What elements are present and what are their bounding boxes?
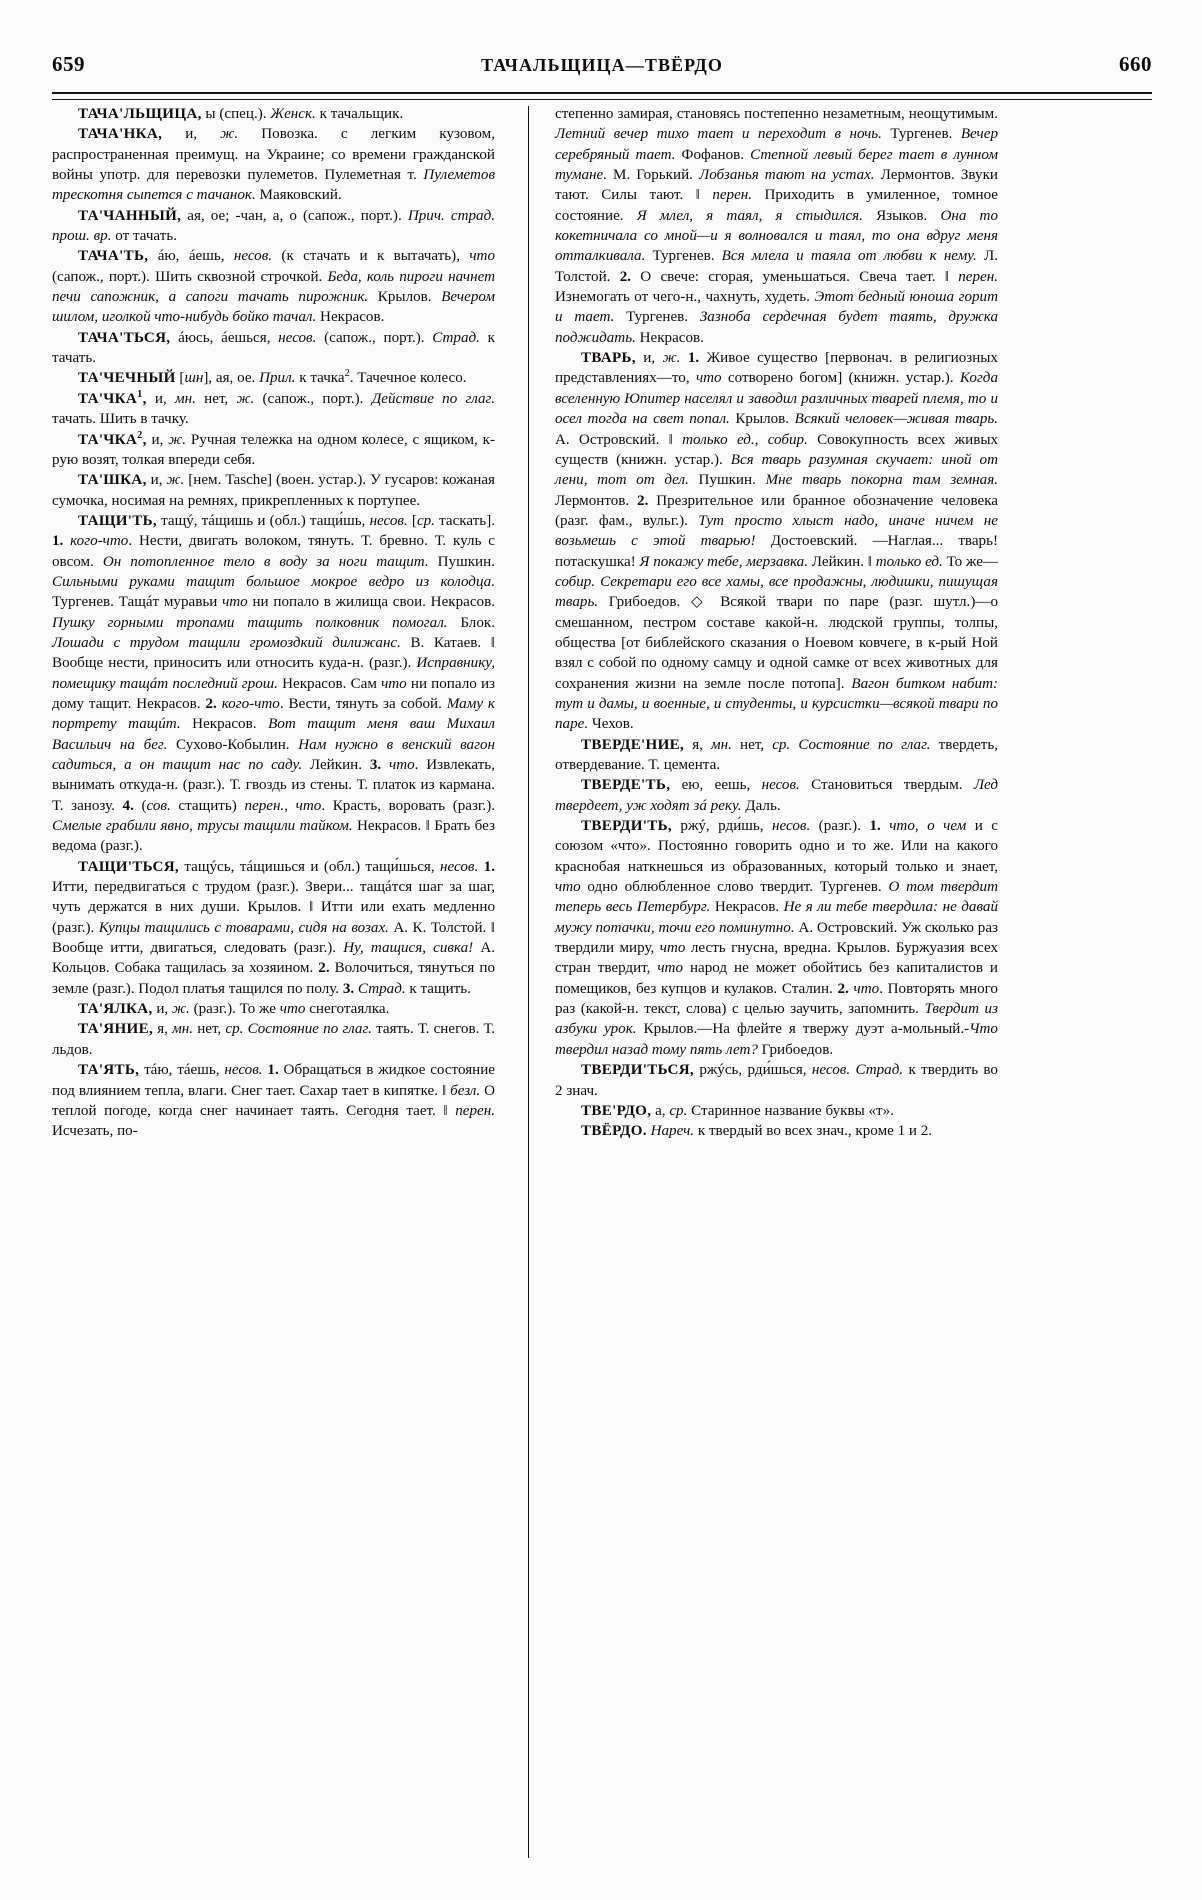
entry-definition: я, мн. нет, ср. Состояние по глаг. таять. Т. снегов. Т. льдов. <box>52 1021 495 1058</box>
dictionary-entry <box>52 1019 495 1060</box>
column-container <box>52 104 1154 1864</box>
entry-headword: ТА'ЧАННЫЙ, <box>78 207 182 224</box>
right-column <box>555 104 998 1864</box>
dictionary-entry <box>52 124 495 205</box>
dictionary-entry <box>555 104 998 348</box>
entry-definition: ы (спец.). Женск. к тачальщик. <box>201 106 404 122</box>
dictionary-entry <box>555 348 998 735</box>
dictionary-entry <box>52 206 495 247</box>
entry-headword: ТВЕРДЕ'ТЬ, <box>581 777 671 794</box>
page-number-left: 659 <box>52 52 85 76</box>
entry-headword: ТА'ЧКА$^1$, <box>78 388 147 407</box>
entry-definition: ржýсь, рди́шься, несов. Страд. к твердить во 2 знач. <box>555 1062 998 1099</box>
entry-headword: ТА'ЯНИЕ, <box>78 1021 154 1038</box>
entry-definition: тащýсь, тáщишься и (обл.) тащи́шься, несов. 1. Итти, передвигаться с трудом (разг.). Звери... тащáтся шаг за шаг, чуть держатся в них души. Крылов. ‖ Итти или ехать медленно (разг.). Купцы тащились с товарами, сидя на возах. А. К. Толстой. ‖ Вообще итти, двигаться, следовать (разг.). Ну, тащися, сивка! А. Кольцов. Собака тащилась за хозяином. 2. Волочиться, тянуться по земле (разг.). Подол платья тащился по полу. 3. Страд. к тащить. <box>52 858 495 997</box>
entry-definition: и, ж. 1. Живое существо [первонач. в религиозных представлениях—то, что сотворено богом] (книжн. устар.). Когда вселенную Юпитер населял и заводил различных тварей племя, то и осел тогда на свет попал. Крылов. Всякий человек—живая тварь. А. Островский. ‖ только ед., собир. Совокупность всех живых существ (книжн. устар.). Вся тварь разумная скучает: иной от лени, тот от дел. Пушкин. Мне тварь покорна там земная. Лермонтов. 2. Презрительное или бранное обозначение человека (разг. фам., вульг.). Тут просто хлыст надо, иначе ничем не возьмешь с этой тварью! Достоевский. —Наглая... тварь! потаскушка! Я покажу тебе, мерзавка. Лейкин. ‖ только ед. То же—собир. Секретари его все хамы, все продажны, людишки, пишущая тварь. Грибоедов. ◇ Всякой твари по паре (разг. шутл.)—о смешанном, пестром составе какой-н. людской группы, толпы, общества [от библейского сказания о Ноевом ковчеге, в к-рый Ной взял с собой по одному самцу и одной самке от всех животных для сохранения жизни на земле после потопа]. Вагон битком набит: тут и дамы, и военные, и студенты, и курсистки—всякой твари по паре. Чехов. <box>555 350 999 733</box>
dictionary-entry <box>52 328 495 369</box>
dictionary-entry <box>52 511 495 857</box>
entry-headword: ТАЩИ'ТЬСЯ, <box>78 858 179 875</box>
entry-headword: ТВЁРДО. <box>581 1123 647 1140</box>
dictionary-entry <box>52 104 495 124</box>
running-head <box>52 52 1152 86</box>
running-head-title: ТАЧАЛЬЩИЦА—ТВЁРДО <box>481 55 723 75</box>
dictionary-entry <box>52 246 495 327</box>
dictionary-entry <box>555 1101 998 1121</box>
entry-headword: ТВЕ'РДО, <box>581 1102 652 1119</box>
dictionary-entry <box>52 368 495 388</box>
entry-definition: и, ж. [нем. Tasche] (воен. устар.). У гусаров: кожаная сумочка, носимая на ремнях, прикрепленных к портупее. <box>52 472 495 509</box>
dictionary-entry <box>52 470 495 511</box>
entry-definition: [шн], ая, ое. Прил. к тачка$^2$. Тачечное колесо. <box>175 368 467 387</box>
entry-definition: тащý, тáщишь и (обл.) тащи́шь, несов. [ср. таскать]. 1. кого-что. Нести, двигать волоком, тянуть. Т. бревно. Т. куль с овсом. Он потопленное тело в воду за ноги тащит. Пушкин. Сильными руками тащит большое мокрое ведро из колодца. Тургенев. Тащáт муравьи что ни попало в жилища свои. Некрасов. Пушку горными тропами тащить полковник помогал. Блок. Лошади с трудом тащили громоздкий дилижанс. В. Катаев. ‖ Вообще нести, приносить или относить куда-н. (разг.). Исправнику, помещику тащáт последний грош. Некрасов. Сам что ни попало из дому тащит. Некрасов. 2. кого-что. Вести, тянуть за собой. Маму к портрету тащúт. Некрасов. Вот тащит меня ваш Михаил Васильич на бег. Сухово-Кобылин. Нам нужно в венский вагон садиться, а он тащит нас по саду. Лейкин. 3. что. Извлекать, вынимать откуда-н. (разг.). Т. гвоздь из стены. Т. платок из кармана. Т. занозу. 4. (сов. стащить) перен., что. Красть, воровать (разг.). Смелые грабили явно, трусы тащили тайком. Некрасов. ‖ Брать без ведома (разг.). <box>52 512 496 855</box>
entry-headword: ТА'ЯТЬ, <box>78 1062 140 1079</box>
dictionary-entry <box>52 1060 495 1141</box>
entry-definition: ая, ое; -чан, а, о (сапож., порт.). Прич. страд. прош. вр. от тачать. <box>52 207 495 245</box>
left-column <box>52 104 503 1864</box>
dictionary-entry <box>555 1121 998 1141</box>
page-number-right: 660 <box>1119 52 1152 76</box>
dictionary-entry <box>52 999 495 1019</box>
entry-definition: степенно замирая, становясь постепенно незаметным, неощутимым. Летний вечер тихо тает и переходит в ночь. Тургенев. Вечер серебряный тает. Фофанов. Степной левый берег тает в лунном тумане. М. Горький. Лобзанья тают на устах. Лермонтов. Звуки тают. Силы тают. ‖ перен. Приходить в умиленное, томное состояние. Я млел, я таял, я стыдился. Языков. Она то кокетничала со мной—и я волновался и таял, то она вдруг меня отталкивала. Тургенев. Вся млела и таяла от любви к нему. Л. Толстой. 2. О свече: сгорая, уменьшаться. Свеча тает. ‖ перен. Изнемогать от чего-н., чахнуть, худеть. Этот бедный юноша горит и тает. Тургенев. Зазноба сердечная будет таять, дружка поджидать. Некрасов. <box>555 106 999 346</box>
entry-headword: ТВАРЬ, <box>581 350 636 367</box>
dictionary-entry <box>555 775 998 816</box>
entry-headword: ТА'ЯЛКА, <box>78 1001 153 1018</box>
entry-definition: и, ж. Ручная тележка на одном колесе, с ящиком, к-рую возят, толкая впереди себя. <box>52 431 495 468</box>
entry-headword: ТА'ШКА, <box>78 472 147 489</box>
entry-headword: ТВЕРДЕ'НИЕ, <box>581 736 685 753</box>
entry-headword: ТВЕРДИ'ТЬ, <box>581 818 672 835</box>
entry-headword: ТАЧА'ЛЬЩИЦА, <box>78 106 202 122</box>
entry-headword: ТВЕРДИ'ТЬСЯ, <box>581 1062 694 1079</box>
entry-definition: а, ср. Старинное название буквы «т». <box>651 1102 894 1119</box>
entry-definition: и, мн. нет, ж. (сапож., порт.). Действие по глаг. тачать. Шить в тачку. <box>52 390 495 428</box>
dictionary-entry <box>52 430 495 471</box>
entry-definition: и, ж. (разг.). То же что снеготаялка. <box>152 1001 390 1018</box>
header-rule <box>52 92 1152 100</box>
entry-definition: Нареч. к твердый во всех знач., кроме 1 и 2. <box>650 1123 933 1140</box>
entry-definition: ржý, рди́шь, несов. (разг.). 1. что, о чем и с союзом «что». Постоянно говорить одно и то же. Или на какого краснобая наткнешься из образованных, который только и знает, что одно облюбленное слово твердит. Тургенев. О том твердит теперь весь Петербург. Некрасов. Не я ли тебе твердила: не давай мужу потачки, точи его поминутно. А. Островский. Уж сколько раз твердили миру, что лесть гнусна, вредна. Крылов. Буржуазия всех стран твердит, что народ не может обойтись без капиталистов и помещиков, без купцов и кулаков. Сталин. 2. что. Повторять много раз (какой-н. текст, слова) с целью заучить, запомнить. Твердит из азбуки урок. Крылов.—На флейте я твержу дуэт а-мольный.-Что твердил назад тому пять лет? Грибоедов. <box>555 818 998 1058</box>
entry-headword: ТАЧА'НКА, <box>78 126 163 143</box>
entry-definition: тáю, тáешь, несов. 1. Обращаться в жидкое состояние под влиянием тепла, влаги. Снег тает. Сахар тает в кипятке. ‖ безл. О теплой погоде, когда снег начинает таять. Сегодня тает. ‖ перен. Исчезать, по- <box>52 1062 496 1140</box>
dictionary-entry <box>555 1060 998 1101</box>
dictionary-entry <box>555 735 998 776</box>
entry-headword: ТАЩИ'ТЬ, <box>78 512 157 529</box>
entry-definition: ею, еешь, несов. Становиться твердым. Лед твердеет, уж ходят зá реку. Даль. <box>555 777 999 814</box>
entry-definition: я, мн. нет, ср. Состояние по глаг. твердеть, отвердевание. Т. цемента. <box>555 736 998 773</box>
column-divider <box>528 106 529 1858</box>
dictionary-entry <box>52 857 495 999</box>
entry-definition: áю, áешь, несов. (к стачать и к вытачать), что (сапож., порт.). Шить сквозной строчкой. Беда, коль пироги начнет печи сапожник, а сапоги тачать пирожник. Крылов. Вечером шилом, иголкой что-нибудь бойко тачал. Некрасов. <box>52 248 496 326</box>
entry-definition: и, ж. Повозка. с легким кузовом, распространенная преимущ. на Украине; со времени гражданской войны употр. для перевозки пулеметов. Пулеметная т. Пулеметов трескотня сыпется с тачанок. Маяковский. <box>52 126 495 204</box>
entry-headword: ТА'ЧЕЧНЫЙ <box>78 370 176 387</box>
dictionary-entry <box>555 816 998 1060</box>
entry-headword: ТАЧА'ТЬ, <box>78 248 149 265</box>
entry-definition: áюсь, áешься, несов. (сапож., порт.). Страд. к тачать. <box>52 329 495 367</box>
entry-headword: ТАЧА'ТЬСЯ, <box>78 329 171 346</box>
entry-headword: ТА'ЧКА$^2$, <box>78 429 147 448</box>
dictionary-entry <box>52 389 495 430</box>
